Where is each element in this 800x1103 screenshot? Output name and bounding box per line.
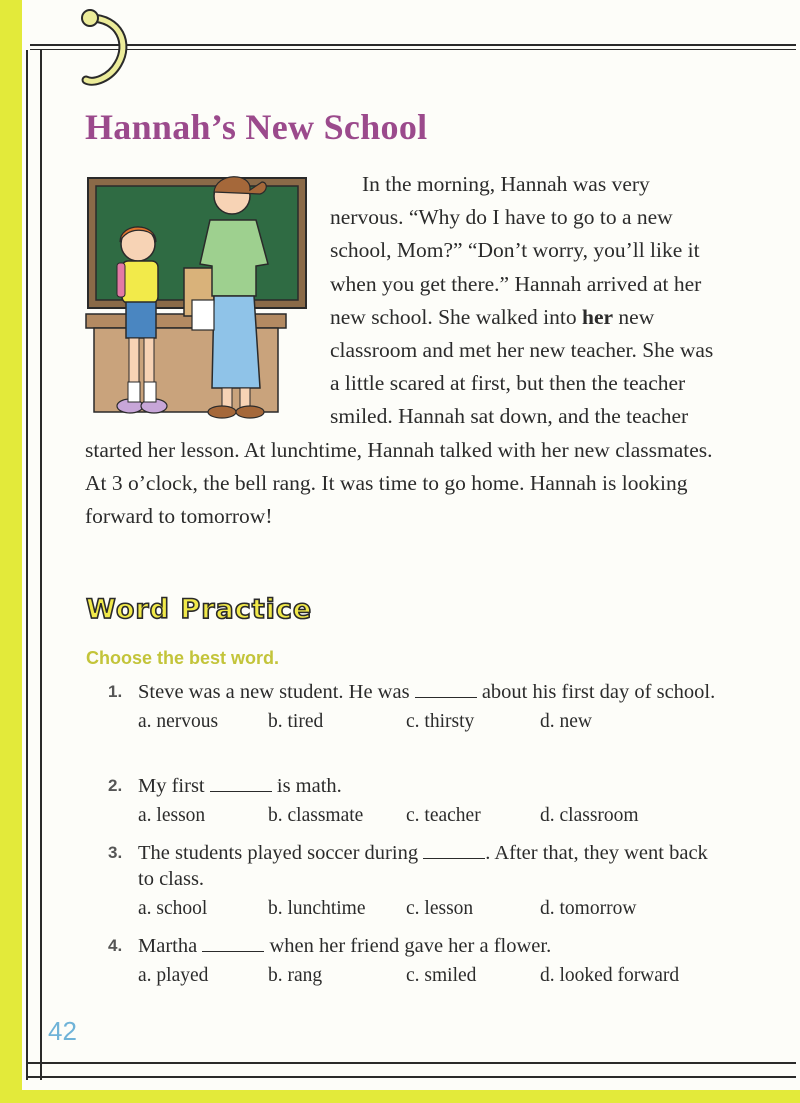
answer-options bbox=[108, 896, 728, 924]
question-number: 2. bbox=[108, 776, 123, 795]
option-c: c. lesson bbox=[406, 898, 474, 919]
answer-blank bbox=[202, 937, 264, 952]
question-number: 3. bbox=[108, 843, 123, 862]
option-b: b. rang bbox=[268, 965, 323, 986]
question-text bbox=[138, 679, 728, 705]
word-practice-heading: Word Practice bbox=[86, 594, 313, 625]
answer-options bbox=[108, 963, 728, 991]
question-number: 4. bbox=[108, 936, 123, 955]
illustration-space bbox=[85, 168, 330, 430]
option-d: d. tomorrow bbox=[540, 898, 637, 919]
question-before: Martha bbox=[138, 935, 203, 957]
question-after: when her friend gave her a flower. bbox=[264, 935, 552, 957]
question-text bbox=[138, 773, 728, 799]
option-c: c. smiled bbox=[406, 965, 477, 986]
option-d: d. classroom bbox=[540, 805, 639, 826]
page-border-top bbox=[30, 44, 796, 50]
instruction-text: Choose the best word. bbox=[86, 648, 280, 668]
question-text bbox=[138, 840, 728, 892]
page-border-bottom bbox=[26, 1062, 796, 1078]
paper-hook-icon bbox=[76, 4, 136, 99]
option-b: b. tired bbox=[268, 711, 324, 732]
page-title: Hannah’s New School bbox=[85, 107, 428, 147]
page-number: 42 bbox=[48, 1016, 77, 1046]
page-sheet bbox=[22, 0, 800, 1090]
answer-blank bbox=[423, 844, 485, 859]
question-before: The students played soccer during bbox=[138, 842, 424, 864]
question-before: My first bbox=[138, 775, 210, 797]
question-2 bbox=[108, 773, 728, 831]
question-after: about his first day of school. bbox=[476, 681, 716, 703]
option-a: a. played bbox=[138, 965, 209, 986]
question-1 bbox=[108, 679, 728, 737]
story-text bbox=[85, 168, 725, 533]
answer-options bbox=[108, 803, 728, 831]
option-b: b. classmate bbox=[268, 805, 364, 826]
option-a: a. school bbox=[138, 898, 208, 919]
question-before: Steve was a new student. He was bbox=[138, 681, 415, 703]
question-number: 1. bbox=[108, 682, 123, 701]
answer-blank bbox=[415, 683, 477, 698]
question-after: . After that, they went back to class. bbox=[138, 842, 708, 890]
story-opening: In the morning, Hannah was very nervous. “Why do I have to go to a new school, Mom?” “Don’t worry, you’ll like it when you get there.” Hannah arrived at her new school. She walked into bbox=[330, 172, 702, 329]
answer-blank bbox=[210, 777, 272, 792]
option-c: c. thirsty bbox=[406, 711, 475, 732]
option-d: d. looked forward bbox=[540, 965, 680, 986]
question-3 bbox=[108, 840, 728, 924]
option-d: d. new bbox=[540, 711, 592, 732]
question-text bbox=[138, 933, 728, 959]
option-a: a. lesson bbox=[138, 805, 206, 826]
question-4 bbox=[108, 933, 728, 991]
story-rest: new classroom and met her new teacher. She was a little scared at first, but then the teacher smiled. Hannah sat down, and the teacher started her lesson. At lunchtime, Hannah talked with her new classmates. At 3 o’clock, the bell rang. It was time to go home. Hannah is looking forward to tomorrow! bbox=[85, 304, 714, 529]
option-a: a. nervous bbox=[138, 711, 219, 732]
story-bold-word: her bbox=[582, 304, 614, 329]
answer-options bbox=[108, 709, 728, 737]
page-border-left bbox=[26, 50, 42, 1080]
option-c: c. teacher bbox=[406, 805, 481, 826]
option-b: b. lunchtime bbox=[268, 898, 366, 919]
question-after: is math. bbox=[271, 775, 342, 797]
